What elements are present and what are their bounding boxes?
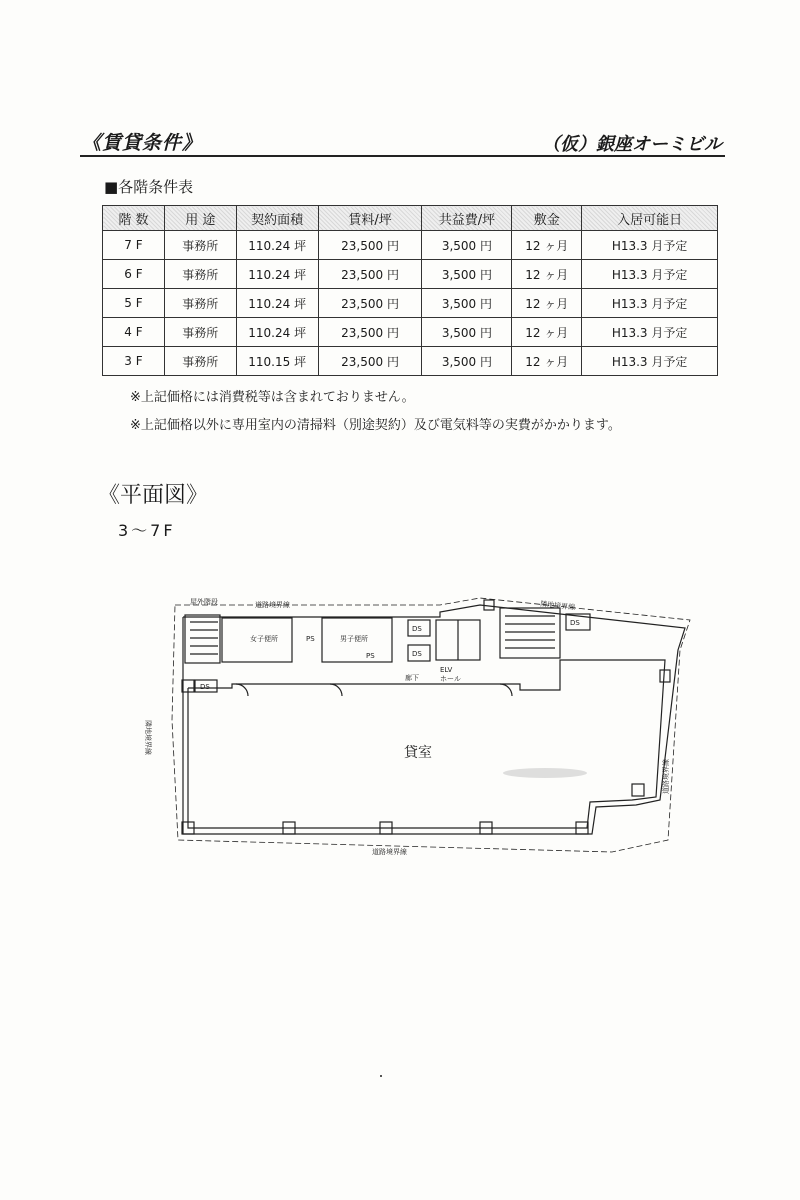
womens-wc-label: 女子便所 <box>250 635 278 643</box>
road-boundary-top-label: 道路境界線 <box>255 601 290 609</box>
table-cell: 23,500 円 <box>318 231 422 260</box>
outdoor-stair-label: 屋外階段 <box>190 598 218 606</box>
column-header: 敷金 <box>512 206 582 231</box>
mens-wc-label: 男子便所 <box>340 635 368 643</box>
smudge-mark <box>503 768 587 778</box>
column-header: 共益費/坪 <box>422 206 512 231</box>
expense-note: ※上記価格以外に専用室内の清掃料（別途契約）及び電気料等の実費がかかります。 <box>130 418 621 433</box>
table-cell: 5 F <box>103 289 165 318</box>
table-cell: 110.24 坪 <box>236 231 318 260</box>
road-boundary-bottom-label: 道路境界線 <box>372 848 407 856</box>
table-cell: H13.3 月予定 <box>582 289 718 318</box>
table-cell: 110.15 坪 <box>236 347 318 376</box>
neighbor-boundary-top-label: 隣地境界線 <box>539 600 576 612</box>
ds-label: DS <box>200 683 210 691</box>
hall-label: ホール <box>440 675 461 683</box>
table-cell: H13.3 月予定 <box>582 318 718 347</box>
scan-speck <box>380 1075 382 1077</box>
road-boundary-right-label: 道路境界線 <box>662 759 670 794</box>
table-cell: 23,500 円 <box>318 347 422 376</box>
table-cell: 23,500 円 <box>318 318 422 347</box>
column-header: 契約面積 <box>236 206 318 231</box>
ds-label: DS <box>570 619 580 627</box>
ds-label: DS <box>412 650 422 658</box>
conditions-title: ■各階条件表 <box>104 178 194 196</box>
column <box>660 670 670 682</box>
neighbor-boundary-left-label: 隣地境界線 <box>144 720 152 755</box>
plan-labels <box>144 597 670 856</box>
corridor-label: 廊下 <box>405 674 419 682</box>
elv-label: ELV <box>440 666 453 674</box>
tax-note: ※上記価格には消費税等は含まれておりません。 <box>130 390 415 405</box>
table-cell: 4 F <box>103 318 165 347</box>
table-cell: 事務所 <box>164 347 236 376</box>
ps-label: PS <box>366 652 375 660</box>
column-header: 階 数 <box>103 206 165 231</box>
ps-label: PS <box>306 635 315 643</box>
table-cell: 23,500 円 <box>318 289 422 318</box>
table-cell: 事務所 <box>164 260 236 289</box>
table-cell: 3 F <box>103 347 165 376</box>
section-heading: 《賃貸条件》 <box>82 132 203 154</box>
table-cell: 110.24 坪 <box>236 318 318 347</box>
table-cell: 110.24 坪 <box>236 289 318 318</box>
table-cell: 3,500 円 <box>422 289 512 318</box>
floorplan-title: 《平面図》 <box>98 483 209 508</box>
column-header: 賃料/坪 <box>318 206 422 231</box>
table-cell: 12 ヶ月 <box>512 347 582 376</box>
table-cell: H13.3 月予定 <box>582 347 718 376</box>
table-cell: 事務所 <box>164 318 236 347</box>
table-cell: H13.3 月予定 <box>582 231 718 260</box>
column <box>632 784 644 796</box>
table-cell: 3,500 円 <box>422 231 512 260</box>
table-cell: H13.3 月予定 <box>582 260 718 289</box>
table-cell: 3,500 円 <box>422 318 512 347</box>
ds-label: DS <box>412 625 422 633</box>
column-header: 用 途 <box>164 206 236 231</box>
table-cell: 7 F <box>103 231 165 260</box>
table-cell: 23,500 円 <box>318 260 422 289</box>
table-cell: 3,500 円 <box>422 260 512 289</box>
rental-room-label: 貸室 <box>404 745 432 761</box>
table-cell: 12 ヶ月 <box>512 289 582 318</box>
building-inner-wall <box>188 660 665 828</box>
column <box>484 600 494 610</box>
table-cell: 3,500 円 <box>422 347 512 376</box>
floorplan-floors: 3～7F <box>118 521 176 540</box>
table-cell: 12 ヶ月 <box>512 260 582 289</box>
table-cell: 事務所 <box>164 289 236 318</box>
column-header: 入居可能日 <box>582 206 718 231</box>
table-cell: 12 ヶ月 <box>512 231 582 260</box>
building-name: （仮）銀座オーミビル <box>542 134 722 155</box>
table-cell: 6 F <box>103 260 165 289</box>
table-cell: 110.24 坪 <box>236 260 318 289</box>
table-cell: 事務所 <box>164 231 236 260</box>
table-cell: 12 ヶ月 <box>512 318 582 347</box>
